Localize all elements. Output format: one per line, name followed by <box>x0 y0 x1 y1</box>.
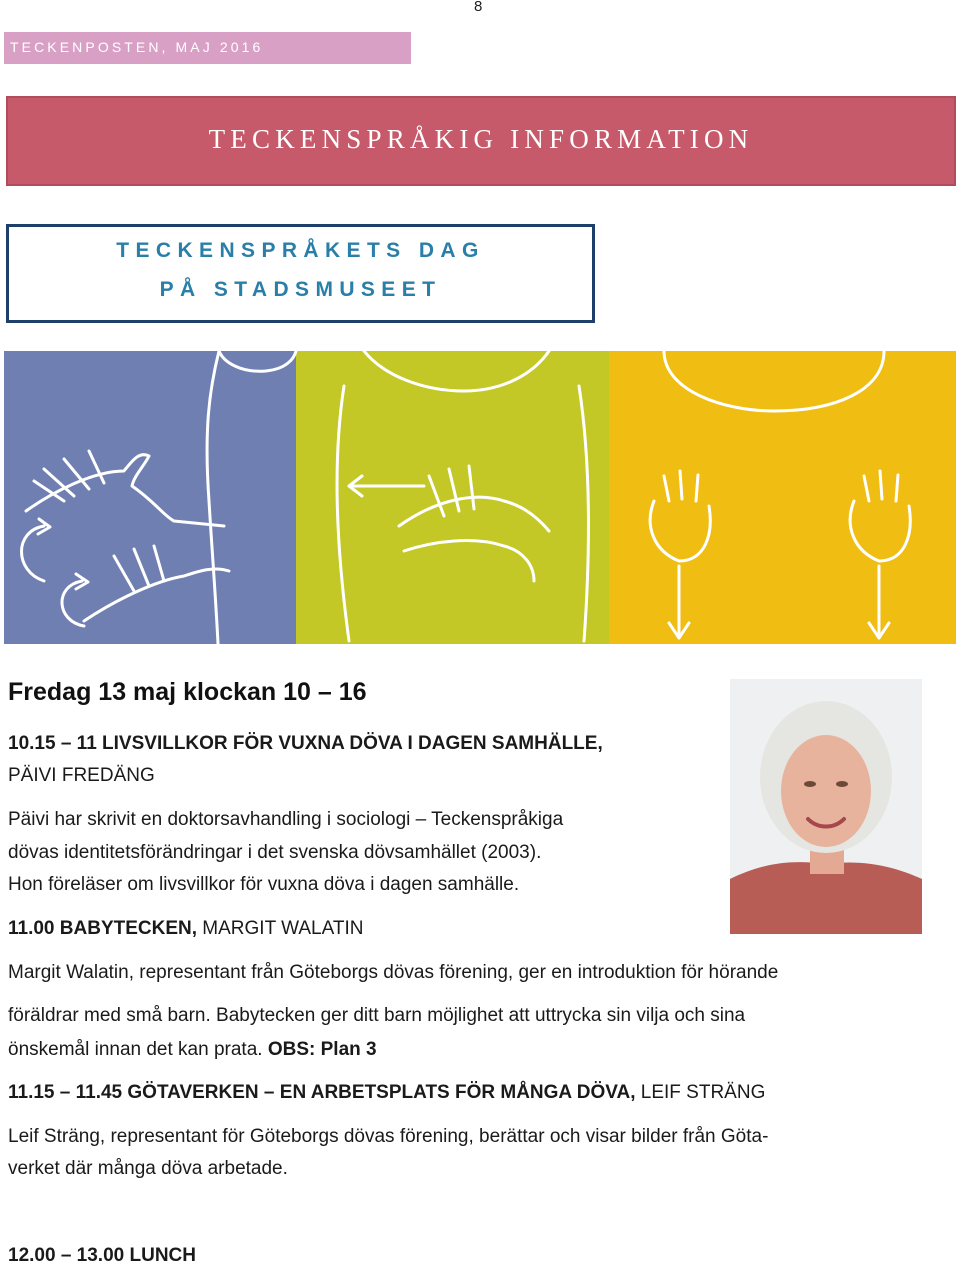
session-description-line: Leif Sträng, representant för Göteborgs dövas förening, berättar och visar bilder från Göta- <box>8 1126 769 1147</box>
session-description-line <box>8 1039 377 1061</box>
session-speaker: MARGIT WALATIN <box>202 918 364 939</box>
session-description-line: dövas identitetsförändringar i det svenska dövsamhället (2003). <box>8 842 542 863</box>
session-speaker: LEIF STRÄNG <box>640 1082 766 1103</box>
session-description-line: Hon föreläser om livsvillkor för vuxna döva i dagen samhälle. <box>8 874 520 895</box>
session-title-line <box>8 733 603 755</box>
session-title-line <box>8 1082 765 1104</box>
event-title-box <box>6 224 595 323</box>
page-number: 8 <box>474 0 483 15</box>
panel-yellow <box>609 351 956 644</box>
newsletter-title: TECKENPOSTEN, MAJ 2016 <box>10 39 264 55</box>
session-description-line: verket där många döva arbetade. <box>8 1158 288 1179</box>
event-date-heading: Fredag 13 maj klockan 10 – 16 <box>8 678 367 706</box>
speaker-portrait-photo <box>730 679 922 934</box>
section-banner <box>6 96 956 186</box>
banner-title: TECKENSPRÅKIG INFORMATION <box>208 124 754 154</box>
session-speaker: PÄIVI FREDÄNG <box>8 765 155 786</box>
session-description-text: önskemål innan det kan prata. <box>8 1039 263 1060</box>
session-title: 10.15 – 11 LIVSVILLKOR FÖR VUXNA DÖVA I DAGEN SAMHÄLLE, <box>8 733 603 754</box>
session-description-line: Päivi har skrivit en doktorsavhandling i sociologi – Teckenspråkiga <box>8 809 564 830</box>
session-description-line: föräldrar med små barn. Babytecken ger ditt barn möjlighet att uttrycka sin vilja och sina <box>8 1005 746 1026</box>
floor-note: OBS: Plan 3 <box>267 1039 377 1060</box>
newsletter-header-bar <box>4 32 411 64</box>
sign-language-illustration <box>4 351 956 644</box>
lunch-break: 12.00 – 13.00 LUNCH <box>8 1245 196 1266</box>
session-title: 11.00 BABYTECKEN, <box>8 918 198 939</box>
event-title-line1: TECKENSPRÅKETS DAG <box>116 239 485 262</box>
session-title-line <box>8 918 363 940</box>
session-title: 11.15 – 11.45 GÖTAVERKEN – EN ARBETSPLATS FÖR MÅNGA DÖVA, <box>8 1082 636 1103</box>
session-description-line: Margit Walatin, representant från Göteborgs dövas förening, ger en introduktion för hörande <box>8 962 779 983</box>
event-title-line2: PÅ STADSMUSEET <box>159 278 442 301</box>
portrait-face <box>781 735 871 847</box>
